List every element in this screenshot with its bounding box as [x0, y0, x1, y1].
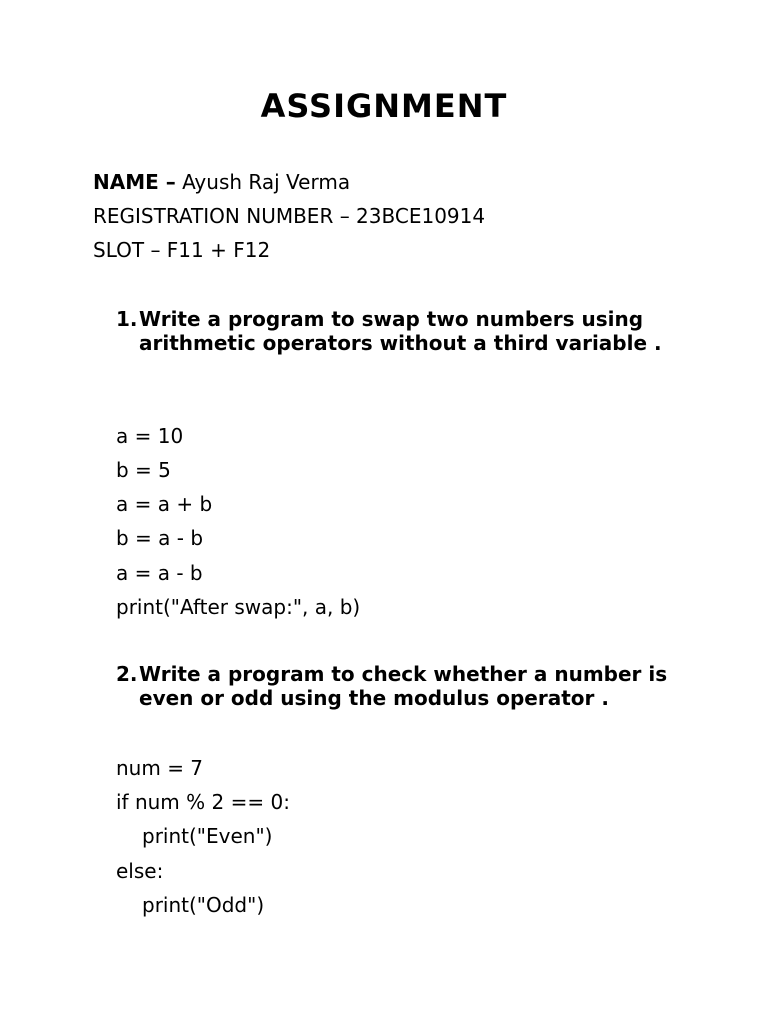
code-line: print("Even"): [142, 824, 273, 848]
code-line: a = a + b: [116, 492, 213, 516]
question-number: 2.: [116, 662, 138, 686]
code-line: a = a - b: [116, 561, 203, 585]
slot: SLOT – F11 + F12: [93, 238, 271, 262]
name-value: Ayush Raj Verma: [182, 170, 351, 194]
question-text: Write a program to check whether a number is even or odd using the modulus operator .: [139, 662, 668, 710]
code-line: print("After swap:", a, b): [116, 595, 361, 619]
name-label: NAME –: [93, 170, 176, 194]
code-line: if num % 2 == 0:: [116, 790, 290, 814]
question-1: [116, 307, 676, 355]
registration-number: REGISTRATION NUMBER – 23BCE10914: [93, 204, 486, 228]
code-line: b = 5: [116, 458, 171, 482]
code-line: num = 7: [116, 756, 204, 780]
question-number: 1.: [116, 307, 138, 331]
code-line: print("Odd"): [142, 893, 265, 917]
code-line: a = 10: [116, 424, 184, 448]
question-text: Write a program to swap two numbers using arithmetic operators without a third variable .: [139, 307, 662, 355]
page-title: ASSIGNMENT: [260, 87, 508, 125]
student-name: [93, 169, 350, 195]
question-2: [116, 662, 676, 710]
code-line: else:: [116, 859, 164, 883]
code-line: b = a - b: [116, 526, 204, 550]
